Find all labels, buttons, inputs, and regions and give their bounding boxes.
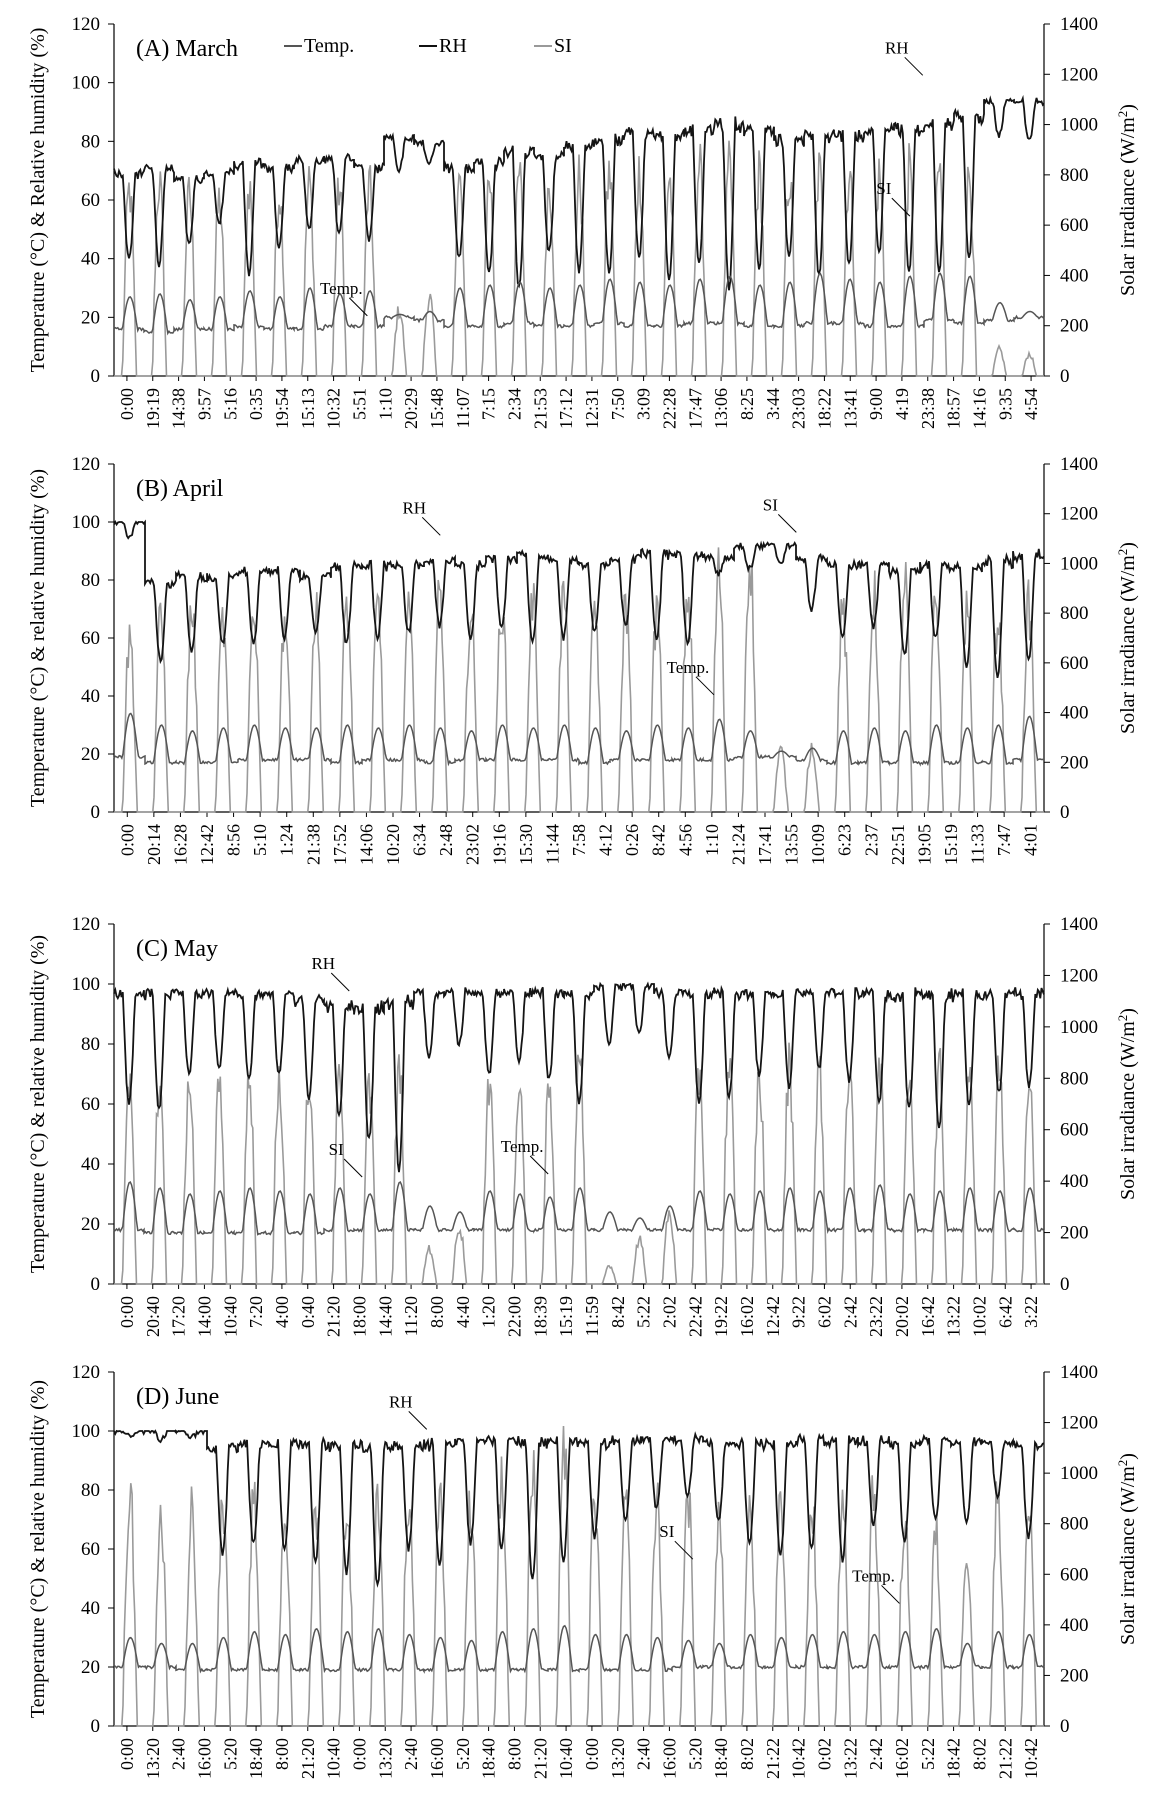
y-right-tick-label: 1400 [1060, 454, 1098, 475]
x-tick-label: 16:00 [426, 1738, 447, 1780]
si-series-line [114, 1426, 1044, 1726]
x-tick-label: 16:28 [170, 824, 191, 866]
y-right-title-sup: 2 [1114, 548, 1130, 556]
x-tick-label: 19:19 [142, 388, 163, 430]
x-tick-label: 2:48 [436, 824, 457, 857]
x-tick-label: 17:20 [168, 1296, 189, 1338]
x-tick-label: 2:37 [861, 824, 882, 857]
y-right-title-end: ) [1117, 1008, 1139, 1015]
y-right-tick-label: 0 [1060, 802, 1070, 823]
annotation-label: Temp. [666, 657, 710, 677]
annotation-label: SI [762, 495, 778, 515]
x-tick-label: 5:10 [250, 824, 271, 857]
x-tick-label: 15:30 [515, 824, 536, 866]
x-tick-label: 9:57 [194, 388, 215, 421]
x-tick-label: 17:52 [329, 824, 350, 866]
x-tick-label: 6:34 [409, 824, 430, 857]
x-tick-label: 5:20 [220, 1738, 241, 1771]
x-tick-label: 14:40 [375, 1296, 396, 1338]
x-tick-label: 4:00 [271, 1296, 292, 1329]
y-right-title-main: Solar irradiance (W/m [1117, 1021, 1139, 1200]
y-left-tick-label: 120 [71, 454, 100, 475]
y-right-tick-label: 1200 [1060, 503, 1098, 525]
y-right-tick-label: 400 [1060, 1614, 1089, 1636]
x-tick-label: 16:00 [659, 1738, 680, 1780]
x-tick-label: 1:24 [276, 824, 297, 857]
annotation-label: SI [876, 179, 892, 199]
y-right-tick-label: 1000 [1060, 553, 1098, 575]
x-tick-label: 2:40 [633, 1738, 654, 1771]
x-tick-label: 16:02 [736, 1296, 757, 1338]
x-tick-label: 21:20 [530, 1738, 551, 1780]
x-tick-label: 15:19 [556, 1296, 577, 1338]
y-right-title-end: ) [1117, 104, 1139, 111]
y-left-tick-label: 80 [81, 131, 100, 153]
x-tick-label: 17:12 [556, 388, 577, 430]
annotation-arrow [696, 677, 714, 695]
y-left-tick-label: 0 [90, 1274, 100, 1295]
panel-label: (B) April [136, 476, 224, 502]
x-tick-label: 1:10 [701, 824, 722, 857]
annotation-label: Temp. [500, 1137, 544, 1156]
annotation-arrow [905, 57, 923, 75]
x-tick-label: 21:22 [995, 1738, 1016, 1780]
rh-series-line [114, 522, 1044, 678]
annotation-arrow [778, 514, 796, 532]
x-tick-label: 2:34 [504, 388, 525, 421]
y-right-tick-label: 400 [1060, 702, 1089, 724]
x-tick-label: 5:22 [917, 1738, 938, 1771]
annotation-arrow [409, 1411, 427, 1429]
x-tick-label: 4:01 [1020, 824, 1041, 857]
y-left-tick-label: 60 [81, 1094, 100, 1115]
x-tick-label: 19:22 [711, 1296, 732, 1338]
x-tick-label: 8:25 [736, 388, 757, 421]
y-right-title-end: ) [1117, 1453, 1139, 1460]
x-tick-label: 22:42 [685, 1296, 706, 1338]
y-right-tick-label: 800 [1060, 603, 1089, 625]
x-tick-label: 5:51 [349, 388, 370, 421]
x-tick-label: 21:22 [762, 1738, 783, 1780]
y-right-tick-label: 200 [1060, 1665, 1089, 1687]
x-tick-label: 22:00 [504, 1296, 525, 1338]
x-tick-label: 0:40 [297, 1296, 318, 1329]
y-right-title-sup: 2 [1114, 1014, 1130, 1022]
x-tick-label: 19:16 [489, 824, 510, 866]
y-right-tick-label: 1200 [1060, 1412, 1098, 1434]
x-tick-label: 19:54 [271, 388, 292, 430]
x-tick-label: 21:20 [323, 1296, 344, 1338]
x-tick-label: 4:12 [595, 824, 616, 857]
x-tick-label: 16:00 [194, 1738, 215, 1780]
x-tick-label: 4:19 [891, 388, 912, 421]
y-right-tick-label: 200 [1060, 1222, 1089, 1244]
x-tick-label: 13:20 [375, 1738, 396, 1780]
x-tick-label: 15:48 [426, 388, 447, 430]
y-left-tick-label: 20 [81, 1657, 100, 1678]
x-tick-label: 7:20 [246, 1296, 267, 1329]
x-tick-label: 13:20 [607, 1738, 628, 1780]
chart-panel-1 [27, 14, 1139, 429]
x-tick-label: 0:00 [117, 824, 138, 857]
x-tick-label: 8:02 [736, 1738, 757, 1771]
annotation-label: RH [388, 1392, 413, 1412]
x-tick-label: 14:06 [356, 824, 377, 866]
x-tick-label: 14:00 [194, 1296, 215, 1338]
y-left-tick-label: 120 [71, 14, 100, 35]
y-right-title-main: Solar irradiance (W/m [1117, 117, 1139, 296]
y-left-tick-label: 20 [81, 307, 100, 329]
si-series-line [114, 1043, 1044, 1284]
y-right-tick-label: 600 [1060, 652, 1089, 674]
y-left-tick-label: 40 [81, 1598, 100, 1619]
y-left-tick-label: 120 [71, 1362, 100, 1383]
y-right-title-main: Solar irradiance (W/m [1117, 1466, 1139, 1645]
x-tick-label: 22:28 [659, 388, 680, 430]
x-tick-label: 18:40 [711, 1738, 732, 1780]
y-right-title-sup: 2 [1114, 110, 1130, 118]
y-right-tick-label: 1200 [1060, 965, 1098, 987]
x-tick-label: 11:59 [581, 1296, 602, 1337]
x-tick-label: 0:26 [622, 824, 643, 857]
x-tick-label: 18:40 [478, 1738, 499, 1780]
y-left-tick-label: 60 [81, 190, 100, 211]
x-tick-label: 10:20 [383, 824, 403, 866]
x-tick-label: 21:24 [728, 824, 749, 866]
x-tick-label: 23:22 [866, 1296, 887, 1338]
y-right-tick-label: 1400 [1060, 1362, 1098, 1383]
y-left-tick-label: 40 [81, 686, 100, 707]
x-tick-label: 3:22 [1021, 1296, 1042, 1329]
y-left-tick-label: 60 [81, 1539, 100, 1560]
rh-series-line [114, 1431, 1044, 1584]
y-left-tick-label: 80 [81, 570, 100, 591]
y-right-tick-label: 600 [1060, 1564, 1089, 1586]
x-tick-label: 0:35 [246, 388, 267, 421]
x-tick-label: 10:40 [556, 1738, 577, 1780]
y-right-tick-label: 200 [1060, 315, 1089, 337]
y-left-tick-label: 60 [81, 628, 100, 649]
x-tick-label: 4:54 [1021, 388, 1042, 421]
x-tick-label: 0:00 [116, 388, 137, 421]
y-left-tick-label: 100 [71, 512, 100, 533]
y-left-tick-label: 80 [81, 1480, 100, 1501]
x-tick-label: 12:31 [581, 388, 602, 430]
x-tick-label: 18:22 [814, 388, 835, 430]
y-right-tick-label: 600 [1060, 1119, 1089, 1141]
annotation-label: Temp. [852, 1566, 895, 1586]
y-left-axis-title: Temperature (°C) & relative humidity (%) [27, 1379, 49, 1719]
y-right-tick-label: 400 [1060, 265, 1089, 287]
x-tick-label: 21:20 [297, 1738, 318, 1780]
annotation-label: SI [328, 1140, 344, 1159]
x-tick-label: 23:38 [917, 388, 938, 430]
y-left-tick-label: 100 [71, 1421, 100, 1442]
y-left-tick-label: 100 [71, 72, 100, 94]
x-tick-label: 6:42 [995, 1296, 1016, 1329]
legend-entry: Temp. [304, 35, 355, 57]
y-right-tick-label: 1400 [1060, 914, 1098, 935]
y-left-tick-label: 0 [90, 802, 100, 823]
x-tick-label: 8:42 [607, 1296, 628, 1329]
y-left-tick-label: 40 [81, 248, 100, 270]
y-left-tick-label: 0 [90, 1716, 100, 1737]
x-tick-label: 21:53 [530, 388, 551, 430]
x-tick-label: 4:56 [675, 824, 696, 857]
x-tick-label: 5:20 [685, 1738, 706, 1771]
x-tick-label: 17:41 [755, 824, 775, 866]
x-tick-label: 18:42 [943, 1738, 964, 1780]
y-right-tick-label: 800 [1060, 164, 1089, 186]
x-tick-label: 18:57 [943, 388, 964, 430]
chart-panel-4 [27, 1362, 1139, 1779]
x-tick-label: 9:22 [788, 1296, 809, 1329]
x-tick-label: 7:15 [478, 388, 499, 421]
annotation-arrow [882, 1585, 900, 1603]
x-tick-label: 9:00 [866, 388, 887, 421]
x-tick-label: 14:16 [969, 388, 990, 430]
y-right-tick-label: 1000 [1060, 114, 1098, 136]
x-tick-label: 11:20 [401, 1296, 422, 1337]
y-right-tick-label: 800 [1060, 1513, 1089, 1535]
x-tick-label: 0:02 [814, 1738, 835, 1771]
legend-entry: SI [554, 35, 572, 57]
x-tick-label: 22:51 [887, 824, 908, 866]
x-tick-label: 16:42 [917, 1296, 938, 1338]
x-tick-label: 17:47 [685, 388, 706, 430]
y-right-axis-title [1115, 542, 1140, 734]
chart-panel-3 [27, 914, 1139, 1337]
annotation-arrow [422, 517, 440, 535]
x-tick-label: 13:55 [781, 824, 802, 866]
annotation-label: RH [311, 954, 336, 973]
x-tick-label: 0:00 [116, 1296, 137, 1329]
y-right-title-sup: 2 [1114, 1459, 1130, 1467]
annotation-arrow [344, 1159, 362, 1177]
y-right-title-main: Solar irradiance (W/m [1117, 555, 1139, 734]
y-right-tick-label: 200 [1060, 752, 1089, 774]
y-right-axis-title [1115, 1008, 1140, 1200]
x-tick-label: 10:42 [1021, 1738, 1042, 1780]
x-tick-label: 10:09 [808, 824, 829, 866]
x-tick-label: 13:06 [711, 388, 732, 430]
y-right-tick-label: 1000 [1060, 1463, 1098, 1485]
y-right-axis-title [1115, 1453, 1140, 1645]
x-tick-label: 8:00 [271, 1738, 292, 1771]
y-right-tick-label: 0 [1060, 366, 1070, 387]
y-left-tick-label: 0 [90, 366, 100, 387]
x-tick-label: 7:47 [994, 823, 1015, 857]
x-tick-label: 18:40 [246, 1738, 267, 1780]
x-tick-label: 23:02 [462, 824, 483, 866]
x-tick-label: 20:29 [401, 388, 422, 430]
y-right-tick-label: 0 [1060, 1716, 1070, 1737]
x-tick-label: 10:02 [969, 1296, 990, 1338]
x-tick-label: 13:22 [943, 1296, 964, 1338]
x-tick-label: 6:02 [814, 1296, 835, 1329]
panel-label: (A) March [136, 36, 238, 62]
y-right-tick-label: 800 [1060, 1068, 1089, 1090]
x-tick-label: 8:02 [969, 1738, 990, 1771]
x-tick-label: 13:41 [840, 388, 861, 430]
x-tick-label: 21:38 [303, 824, 324, 866]
x-tick-label: 20:02 [891, 1296, 912, 1338]
x-tick-label: 1:20 [478, 1296, 499, 1329]
temp-series-line [114, 714, 1044, 765]
x-tick-label: 5:16 [220, 388, 241, 421]
x-tick-label: 7:50 [607, 388, 628, 421]
annotation-label: RH [884, 38, 909, 58]
y-right-tick-label: 1400 [1060, 14, 1098, 35]
x-tick-label: 2:40 [168, 1738, 189, 1771]
x-tick-label: 1:10 [375, 388, 396, 421]
annotation-label: RH [402, 498, 427, 518]
x-tick-label: 8:56 [223, 824, 244, 857]
x-tick-label: 2:40 [401, 1738, 422, 1771]
panel-label: (D) June [136, 1384, 220, 1410]
x-tick-label: 2:02 [659, 1296, 680, 1329]
x-tick-label: 3:44 [762, 388, 783, 421]
x-tick-label: 18:39 [530, 1296, 551, 1338]
x-tick-label: 3:09 [633, 388, 654, 421]
y-left-tick-label: 20 [81, 1214, 100, 1235]
x-tick-label: 8:00 [504, 1738, 525, 1771]
annotation-label: SI [659, 1522, 675, 1542]
y-left-tick-label: 100 [71, 974, 100, 995]
x-tick-label: 10:40 [323, 1738, 344, 1780]
y-right-tick-label: 600 [1060, 215, 1089, 237]
si-series-line [114, 547, 1044, 812]
y-right-tick-label: 1000 [1060, 1016, 1098, 1038]
x-tick-label: 13:20 [142, 1738, 163, 1780]
x-tick-label: 19:05 [914, 824, 935, 866]
x-tick-label: 10:32 [323, 388, 344, 430]
y-right-tick-label: 1200 [1060, 64, 1098, 86]
y-left-tick-label: 80 [81, 1034, 100, 1055]
x-tick-label: 6:23 [834, 824, 855, 857]
panel-label: (C) May [136, 936, 218, 962]
y-left-tick-label: 20 [81, 744, 100, 765]
x-tick-label: 15:13 [297, 388, 318, 430]
legend-entry: RH [439, 35, 467, 57]
x-tick-label: 11:33 [967, 824, 988, 865]
annotation-arrow [331, 973, 349, 991]
y-right-tick-label: 0 [1060, 1274, 1070, 1295]
x-tick-label: 14:38 [168, 388, 189, 430]
x-tick-label: 8:00 [426, 1296, 447, 1329]
temp-series-line [114, 1626, 1044, 1672]
x-tick-label: 10:42 [788, 1738, 809, 1780]
y-right-title-end: ) [1117, 542, 1139, 549]
x-tick-label: 11:44 [542, 824, 563, 865]
panels [27, 14, 1139, 1779]
x-tick-label: 20:40 [142, 1296, 163, 1338]
y-left-axis-title: Temperature (°C) & Relative humidity (%) [27, 27, 49, 373]
x-tick-label: 16:02 [891, 1738, 912, 1780]
x-tick-label: 2:42 [866, 1738, 887, 1771]
x-tick-label: 2:42 [840, 1296, 861, 1329]
y-left-tick-label: 120 [71, 914, 100, 935]
x-tick-label: 12:42 [197, 824, 217, 866]
x-tick-label: 0:00 [581, 1738, 602, 1771]
x-tick-label: 23:03 [788, 388, 809, 430]
x-tick-label: 9:35 [995, 388, 1016, 421]
x-tick-label: 18:00 [349, 1296, 370, 1338]
x-tick-label: 7:58 [569, 824, 589, 857]
x-tick-label: 20:14 [143, 824, 164, 866]
y-right-axis-title [1115, 104, 1140, 296]
x-tick-label: 4:40 [452, 1296, 473, 1329]
x-tick-label: 5:20 [452, 1738, 473, 1771]
y-left-tick-label: 40 [81, 1154, 100, 1175]
chart-panel-2 [27, 454, 1139, 865]
x-tick-label: 15:19 [941, 824, 961, 866]
y-left-axis-title: Temperature (°C) & relative humidity (%) [27, 934, 49, 1274]
annotation-label: Temp. [319, 278, 363, 298]
x-tick-label: 5:22 [633, 1296, 654, 1329]
x-tick-label: 12:42 [762, 1296, 783, 1338]
y-right-tick-label: 400 [1060, 1171, 1089, 1193]
x-tick-label: 13:22 [840, 1738, 861, 1780]
y-left-axis-title: Temperature (°C) & relative humidity (%) [27, 468, 49, 808]
x-tick-label: 0:00 [116, 1738, 137, 1771]
x-tick-label: 10:40 [220, 1296, 241, 1338]
x-tick-label: 0:00 [349, 1738, 370, 1771]
x-tick-label: 11:07 [452, 388, 473, 429]
x-tick-label: 8:42 [648, 824, 669, 857]
